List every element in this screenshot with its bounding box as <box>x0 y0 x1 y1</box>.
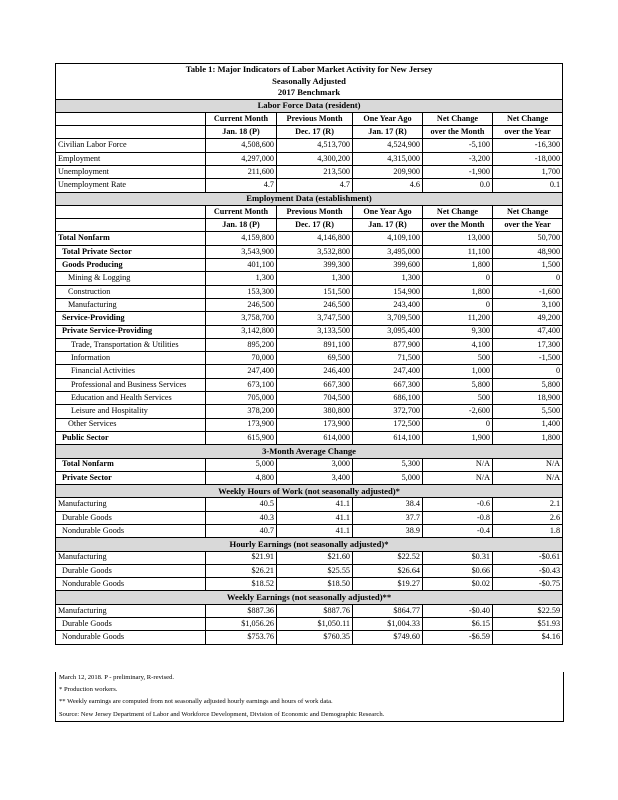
row-value: 246,400 <box>277 365 353 378</box>
row-value: 4.6 <box>353 179 423 192</box>
row-value: $21.91 <box>206 551 277 564</box>
row-value: -$0.40 <box>423 604 493 617</box>
row-value: 211,600 <box>206 165 277 178</box>
row-value: 173,900 <box>206 418 277 431</box>
row-label: Public Sector <box>56 431 206 444</box>
row-value: 1,300 <box>277 272 353 285</box>
row-label: Leisure and Hospitality <box>56 405 206 418</box>
table-row <box>56 259 563 272</box>
row-value: 4,100 <box>423 338 493 351</box>
table-row <box>56 525 563 538</box>
column-header: Jan. 18 (P) <box>206 126 277 139</box>
row-label: Total Nonfarm <box>56 232 206 245</box>
row-value: 1,300 <box>353 272 423 285</box>
row-value: 17,300 <box>493 338 563 351</box>
row-value: 4,146,800 <box>277 232 353 245</box>
row-value: N/A <box>423 458 493 471</box>
row-label: Other Services <box>56 418 206 431</box>
row-value: 614,000 <box>277 431 353 444</box>
section-header-row <box>56 445 563 458</box>
column-header-blank <box>56 205 206 218</box>
row-value: $4.16 <box>493 631 563 644</box>
section-header-row <box>56 99 563 112</box>
column-header: over the Year <box>493 126 563 139</box>
row-value: 13,000 <box>423 232 493 245</box>
row-label: Civilian Labor Force <box>56 139 206 152</box>
row-label: Service-Providing <box>56 312 206 325</box>
row-label: Durable Goods <box>56 511 206 524</box>
row-value: 70,000 <box>206 352 277 365</box>
table-row <box>56 618 563 631</box>
column-header-row <box>56 112 563 125</box>
row-value: 213,500 <box>277 165 353 178</box>
row-value: -$0.43 <box>493 564 563 577</box>
row-value: $6.15 <box>423 618 493 631</box>
row-value: $0.66 <box>423 564 493 577</box>
row-value: N/A <box>493 458 563 471</box>
table-row <box>56 418 563 431</box>
table-row <box>56 604 563 617</box>
table-row <box>56 431 563 444</box>
table-row <box>56 378 563 391</box>
column-header: Previous Month <box>277 205 353 218</box>
column-header: Net Change <box>423 205 493 218</box>
row-value: $0.31 <box>423 551 493 564</box>
row-value: -$0.61 <box>493 551 563 564</box>
section-title: Labor Force Data (resident) <box>56 99 563 112</box>
row-label: Professional and Business Services <box>56 378 206 391</box>
row-value: 1,900 <box>423 431 493 444</box>
row-value: 4.7 <box>277 179 353 192</box>
row-value: $22.52 <box>353 551 423 564</box>
row-value: 49,200 <box>493 312 563 325</box>
row-value: 4,800 <box>206 471 277 484</box>
row-value: 50,700 <box>493 232 563 245</box>
row-label: Manufacturing <box>56 551 206 564</box>
row-value: 209,900 <box>353 165 423 178</box>
table-subtitle-row <box>56 76 563 88</box>
row-value: -18,000 <box>493 152 563 165</box>
row-value: $753.76 <box>206 631 277 644</box>
table-row <box>56 564 563 577</box>
row-value: $864.77 <box>353 604 423 617</box>
row-value: 247,400 <box>353 365 423 378</box>
row-value: 246,500 <box>277 298 353 311</box>
row-label: Manufacturing <box>56 604 206 617</box>
row-value: 3,400 <box>277 471 353 484</box>
row-label: Trade, Transportation & Utilities <box>56 338 206 351</box>
table-row <box>56 365 563 378</box>
column-header: over the Month <box>423 126 493 139</box>
footnotes <box>55 672 564 722</box>
table-row <box>56 285 563 298</box>
row-value: 614,100 <box>353 431 423 444</box>
row-value: 0 <box>493 272 563 285</box>
row-value: 243,400 <box>353 298 423 311</box>
row-value: $1,004.33 <box>353 618 423 631</box>
row-value: 1,300 <box>206 272 277 285</box>
row-value: 4,297,000 <box>206 152 277 165</box>
row-value: $51.93 <box>493 618 563 631</box>
row-value: $887.36 <box>206 604 277 617</box>
row-value: 173,900 <box>277 418 353 431</box>
table-row <box>56 352 563 365</box>
row-value: 705,000 <box>206 392 277 405</box>
row-value: 40.5 <box>206 498 277 511</box>
row-value: 37.7 <box>353 511 423 524</box>
table-row <box>56 471 563 484</box>
row-value: 3,543,900 <box>206 245 277 258</box>
table-row <box>56 578 563 591</box>
row-value: 686,100 <box>353 392 423 405</box>
row-value: 151,500 <box>277 285 353 298</box>
row-value: 1,800 <box>423 285 493 298</box>
row-label: Goods Producing <box>56 259 206 272</box>
row-value: 246,500 <box>206 298 277 311</box>
row-value: 0 <box>423 298 493 311</box>
footnote-production-workers: * Production workers. <box>59 686 118 694</box>
table-row <box>56 272 563 285</box>
row-value: 4,508,600 <box>206 139 277 152</box>
row-label: Nondurable Goods <box>56 578 206 591</box>
row-value: -5,100 <box>423 139 493 152</box>
row-value: 38.9 <box>353 525 423 538</box>
column-header: Current Month <box>206 112 277 125</box>
table-benchmark: 2017 Benchmark <box>56 87 563 99</box>
column-header: Net Change <box>493 205 563 218</box>
row-label: Information <box>56 352 206 365</box>
table-row <box>56 139 563 152</box>
footnote-date: March 12, 2018. P - preliminary, R-revised. <box>59 674 175 681</box>
row-value: 47,400 <box>493 325 563 338</box>
row-value: 1,700 <box>493 165 563 178</box>
row-label: Education and Health Services <box>56 392 206 405</box>
row-value: $26.21 <box>206 564 277 577</box>
table-row <box>56 498 563 511</box>
row-value: -1,500 <box>493 352 563 365</box>
row-value: 704,500 <box>277 392 353 405</box>
row-value: 3,133,500 <box>277 325 353 338</box>
row-value: $749.60 <box>353 631 423 644</box>
row-value: 3,495,000 <box>353 245 423 258</box>
column-header: over the Month <box>423 219 493 232</box>
row-value: 9,300 <box>423 325 493 338</box>
column-header-row <box>56 219 563 232</box>
row-value: 877,900 <box>353 338 423 351</box>
row-value: 11,200 <box>423 312 493 325</box>
row-value: -$6.59 <box>423 631 493 644</box>
row-label: Mining & Logging <box>56 272 206 285</box>
row-label: Nondurable Goods <box>56 631 206 644</box>
column-header: Net Change <box>493 112 563 125</box>
section-title: Weekly Earnings (not seasonally adjusted)** <box>56 591 563 604</box>
row-value: 401,100 <box>206 259 277 272</box>
row-value: 69,500 <box>277 352 353 365</box>
row-label: Manufacturing <box>56 298 206 311</box>
table-title: Table 1: Major Indicators of Labor Market Activity for New Jersey <box>56 64 563 76</box>
section-title: Employment Data (establishment) <box>56 192 563 205</box>
row-label: Unemployment Rate <box>56 179 206 192</box>
row-label: Manufacturing <box>56 498 206 511</box>
row-label: Durable Goods <box>56 618 206 631</box>
row-value: 153,300 <box>206 285 277 298</box>
section-title: Hourly Earnings (not seasonally adjusted)* <box>56 538 563 551</box>
column-header: over the Year <box>493 219 563 232</box>
table-benchmark-row <box>56 87 563 99</box>
row-value: 667,300 <box>277 378 353 391</box>
row-label: Private Sector <box>56 471 206 484</box>
row-value: -0.6 <box>423 498 493 511</box>
row-value: 3,095,400 <box>353 325 423 338</box>
row-value: -$0.75 <box>493 578 563 591</box>
table-row <box>56 392 563 405</box>
row-value: 3,709,500 <box>353 312 423 325</box>
row-value: 615,900 <box>206 431 277 444</box>
row-value: 40.3 <box>206 511 277 524</box>
row-value: 0.1 <box>493 179 563 192</box>
row-value: 172,500 <box>353 418 423 431</box>
table-row <box>56 312 563 325</box>
row-value: 1,000 <box>423 365 493 378</box>
row-label: Total Nonfarm <box>56 458 206 471</box>
row-value: 3,758,700 <box>206 312 277 325</box>
table-row <box>56 152 563 165</box>
row-value: 3,000 <box>277 458 353 471</box>
row-value: 5,800 <box>493 378 563 391</box>
row-value: 1,800 <box>423 259 493 272</box>
row-value: $19.27 <box>353 578 423 591</box>
column-header: Jan. 17 (R) <box>353 219 423 232</box>
row-value: 41.1 <box>277 498 353 511</box>
column-header: Net Change <box>423 112 493 125</box>
row-value: N/A <box>493 471 563 484</box>
row-label: Durable Goods <box>56 564 206 577</box>
section-title: 3-Month Average Change <box>56 445 563 458</box>
row-value: 3,747,500 <box>277 312 353 325</box>
row-value: 3,100 <box>493 298 563 311</box>
row-value: 5,300 <box>353 458 423 471</box>
row-value: 5,800 <box>423 378 493 391</box>
row-value: -0.4 <box>423 525 493 538</box>
row-label: Employment <box>56 152 206 165</box>
table-subtitle: Seasonally Adjusted <box>56 76 563 88</box>
table-row <box>56 179 563 192</box>
row-value: 1,400 <box>493 418 563 431</box>
column-header: Jan. 18 (P) <box>206 219 277 232</box>
row-value: 4,315,000 <box>353 152 423 165</box>
row-value: $0.02 <box>423 578 493 591</box>
table-row <box>56 631 563 644</box>
column-header: Current Month <box>206 205 277 218</box>
row-label: Unemployment <box>56 165 206 178</box>
column-header: One Year Ago <box>353 205 423 218</box>
row-label: Nondurable Goods <box>56 525 206 538</box>
section-header-row <box>56 485 563 498</box>
labor-market-table <box>55 63 563 645</box>
table-row <box>56 405 563 418</box>
row-value: $18.52 <box>206 578 277 591</box>
section-header-row <box>56 192 563 205</box>
column-header: Jan. 17 (R) <box>353 126 423 139</box>
row-value: 2.6 <box>493 511 563 524</box>
row-value: -3,200 <box>423 152 493 165</box>
row-value: 4,109,100 <box>353 232 423 245</box>
table-title-row <box>56 64 563 76</box>
table-row <box>56 458 563 471</box>
row-value: 0 <box>423 272 493 285</box>
row-value: 0 <box>493 365 563 378</box>
row-value: 4,524,900 <box>353 139 423 152</box>
column-header: One Year Ago <box>353 112 423 125</box>
row-value: 399,600 <box>353 259 423 272</box>
row-value: 1.8 <box>493 525 563 538</box>
row-value: 4,159,800 <box>206 232 277 245</box>
row-label: Construction <box>56 285 206 298</box>
row-label: Total Private Sector <box>56 245 206 258</box>
column-header-blank <box>56 112 206 125</box>
row-value: 18,900 <box>493 392 563 405</box>
row-value: $760.35 <box>277 631 353 644</box>
row-value: 41.1 <box>277 525 353 538</box>
row-value: 41.1 <box>277 511 353 524</box>
row-value: 4,513,700 <box>277 139 353 152</box>
column-header-row <box>56 205 563 218</box>
column-header-blank <box>56 219 206 232</box>
row-value: $1,050.11 <box>277 618 353 631</box>
table-row <box>56 245 563 258</box>
row-value: 11,100 <box>423 245 493 258</box>
row-value: -1,900 <box>423 165 493 178</box>
row-value: $18.50 <box>277 578 353 591</box>
row-value: 5,000 <box>206 458 277 471</box>
footnote-weekly-earnings: ** Weekly earnings are computed from not seasonally adjusted hourly earnings and hours of work data. <box>59 698 333 706</box>
row-value: 399,300 <box>277 259 353 272</box>
row-value: 1,500 <box>493 259 563 272</box>
table-row <box>56 325 563 338</box>
section-header-row <box>56 591 563 604</box>
row-value: 500 <box>423 392 493 405</box>
row-value: $887.76 <box>277 604 353 617</box>
row-value: 4.7 <box>206 179 277 192</box>
table-row <box>56 551 563 564</box>
row-value: 4,300,200 <box>277 152 353 165</box>
row-value: 1,800 <box>493 431 563 444</box>
column-header-row <box>56 126 563 139</box>
row-value: 667,300 <box>353 378 423 391</box>
row-value: 5,000 <box>353 471 423 484</box>
row-value: $21.60 <box>277 551 353 564</box>
row-value: 3,142,800 <box>206 325 277 338</box>
row-value: 40.7 <box>206 525 277 538</box>
row-value: 380,800 <box>277 405 353 418</box>
row-value: -16,300 <box>493 139 563 152</box>
row-value: 2.1 <box>493 498 563 511</box>
table-row <box>56 165 563 178</box>
column-header-blank <box>56 126 206 139</box>
row-value: 71,500 <box>353 352 423 365</box>
row-value: $25.55 <box>277 564 353 577</box>
row-value: 48,900 <box>493 245 563 258</box>
row-value: 38.4 <box>353 498 423 511</box>
row-value: 372,700 <box>353 405 423 418</box>
row-label: Financial Activities <box>56 365 206 378</box>
row-value: 891,100 <box>277 338 353 351</box>
row-value: 0.0 <box>423 179 493 192</box>
row-value: 673,100 <box>206 378 277 391</box>
table-row <box>56 338 563 351</box>
column-header: Dec. 17 (R) <box>277 219 353 232</box>
column-header: Previous Month <box>277 112 353 125</box>
row-value: 0 <box>423 418 493 431</box>
row-value: -0.8 <box>423 511 493 524</box>
column-header: Dec. 17 (R) <box>277 126 353 139</box>
row-label: Private Service-Providing <box>56 325 206 338</box>
row-value: -2,600 <box>423 405 493 418</box>
row-value: 247,400 <box>206 365 277 378</box>
row-value: N/A <box>423 471 493 484</box>
row-value: $26.64 <box>353 564 423 577</box>
row-value: 5,500 <box>493 405 563 418</box>
row-value: 895,200 <box>206 338 277 351</box>
row-value: 378,200 <box>206 405 277 418</box>
row-value: $22.59 <box>493 604 563 617</box>
table-row <box>56 511 563 524</box>
section-header-row <box>56 538 563 551</box>
row-value: -1,600 <box>493 285 563 298</box>
table-row <box>56 232 563 245</box>
row-value: 3,532,800 <box>277 245 353 258</box>
row-value: 500 <box>423 352 493 365</box>
table-row <box>56 298 563 311</box>
row-value: $1,056.26 <box>206 618 277 631</box>
footnote-source: Source: New Jersey Department of Labor and Workforce Development, Division of Economic and Demographic Research. <box>59 710 385 718</box>
section-title: Weekly Hours of Work (not seasonally adjusted)* <box>56 485 563 498</box>
row-value: 154,900 <box>353 285 423 298</box>
